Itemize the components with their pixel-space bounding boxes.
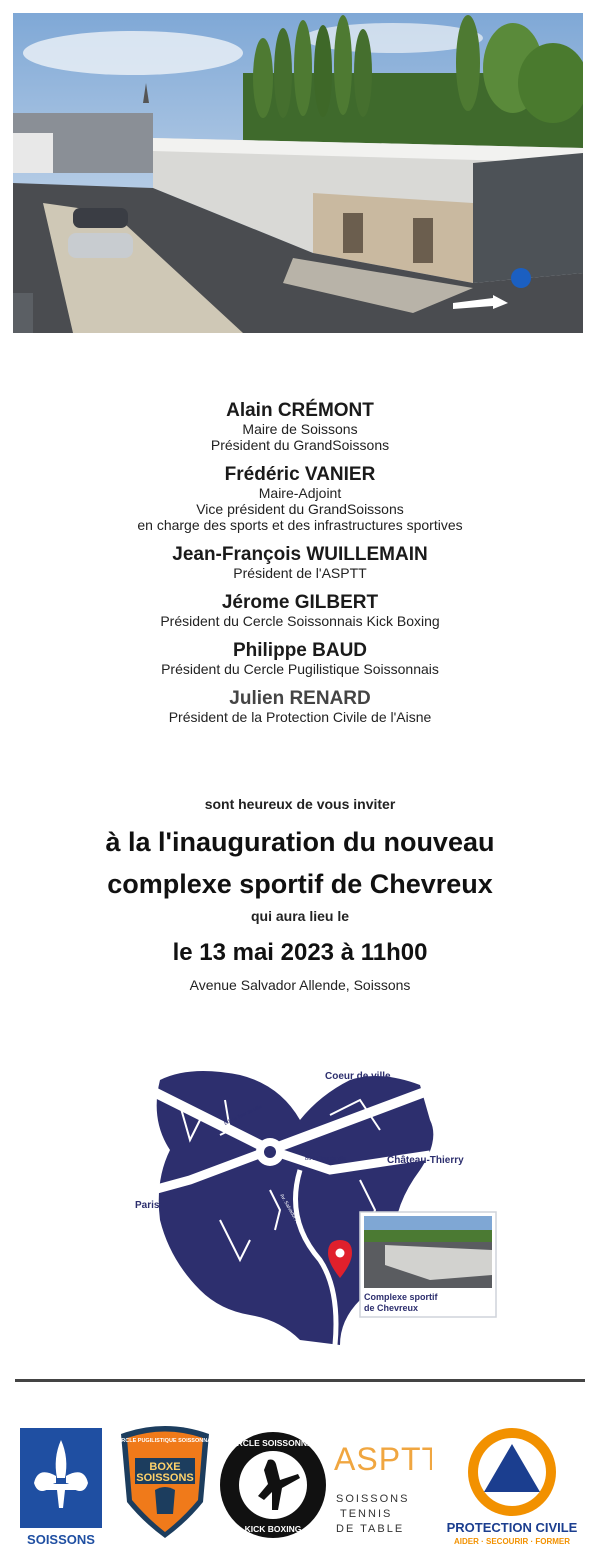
host-name: Jérome GILBERT [221,592,379,613]
map-street-2: Bd du Tour de ville [305,1156,347,1162]
host-name: Frédéric VANIER [224,464,376,485]
host-role: en charge des sports et des infrastructures sportives [137,517,463,533]
invite-date: le 13 mai 2023 à 11h00 [172,939,428,966]
map-label-west: Paris [135,1200,160,1211]
kick-boxing-logo [218,1430,328,1545]
host-entry [0,400,600,453]
host-role: Vice président du GrandSoissons [196,501,404,517]
invitation-block [0,795,600,993]
partner-logos [0,1420,600,1550]
invite-intro: sont heureux de vous inviter [204,796,396,812]
asptt-logo-main: ASPTT [334,1441,432,1477]
venue-inset-card [360,1212,496,1317]
protection-civile-motto: AIDER · SECOURIR · FORMER [454,1537,570,1546]
protection-civile-name: PROTECTION CIVILE [446,1520,578,1535]
map-label-east: Château-Thierry [387,1155,464,1166]
host-role: Maire-Adjoint [258,485,342,501]
asptt-logo-line2: TENNIS [340,1508,393,1520]
host-name: Jean-François WUILLEMAIN [172,544,428,565]
host-entry [0,544,600,581]
boxe-logo-main1: BOXE [149,1461,181,1473]
asptt-logo [332,1430,432,1545]
soissons-logo-text: SOISSONS [27,1532,95,1547]
building-photo [13,13,583,333]
map-label-north: Coeur de ville [325,1071,391,1082]
host-role: Maire de Soissons [242,421,358,437]
host-name: Julien RENARD [229,688,371,709]
host-entry [0,592,600,629]
kick-logo-top: CERCLE SOISSONNAIS [224,1438,322,1448]
section-divider [15,1379,585,1382]
host-role: Président du Cercle Soissonnais Kick Boxing [160,613,440,629]
hosts-list [0,400,600,736]
invite-when-intro: qui aura lieu le [250,908,350,924]
asptt-logo-line1: SOISSONS [336,1493,410,1505]
invite-address: Avenue Salvador Allende, Soissons [189,977,411,993]
invite-title-line2: complexe sportif de Chevreux [107,869,493,899]
invite-title-line1: à la l'inauguration du nouveau [105,827,495,857]
host-name: Alain CRÉMONT [226,400,374,421]
host-entry [0,640,600,677]
boxe-soissons-logo [117,1422,213,1547]
boxe-logo-main2: SOISSONS [136,1472,194,1484]
map-street-3: Av. Salvador Allende [278,1193,307,1236]
host-name: Philippe BAUD [232,640,368,661]
soissons-logo [20,1428,102,1553]
inset-caption-line1: Complexe sportif [364,1292,438,1302]
kick-logo-bottom: KICK BOXING [244,1524,302,1534]
host-role: Président du Cercle Pugilistique Soissonnais [161,661,439,677]
host-entry [0,688,600,725]
host-role: Président de l'ASPTT [233,565,367,581]
location-map [130,1060,510,1350]
host-role: Président du GrandSoissons [210,437,390,453]
boxe-logo-top: CERCLE PUGILISTIQUE SOISSONNAIS [117,1438,213,1444]
inset-caption-line2: de Chevreux [364,1303,419,1313]
host-role: Président de la Protection Civile de l'Aisne [168,709,432,725]
map-street-1: Bd du Tour de ville [223,1104,264,1127]
protection-civile-logo [432,1426,592,1551]
asptt-logo-line3: DE TABLE [336,1523,405,1535]
host-entry [0,464,600,533]
